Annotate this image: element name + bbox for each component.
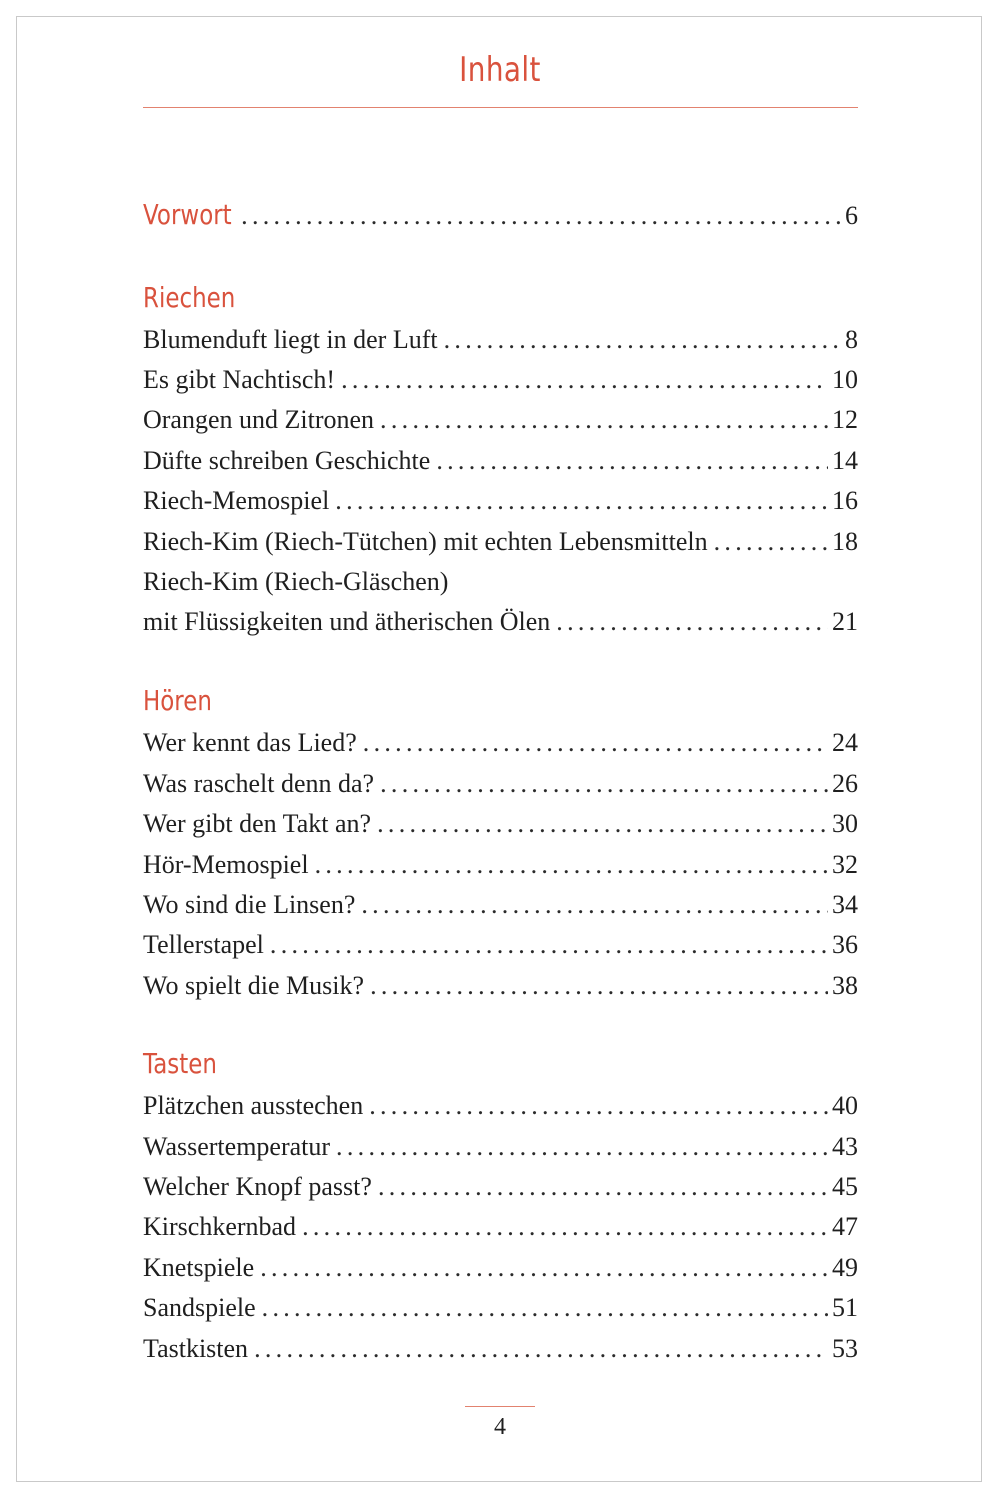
toc-entry-label: Tellerstapel: [143, 930, 264, 959]
toc-leader-dots: [341, 363, 828, 397]
toc-entry-label: Düfte schreiben Geschichte: [143, 446, 431, 475]
toc-entry-label: Wer gibt den Takt an?: [143, 809, 372, 838]
toc-entry-page: 38: [832, 971, 858, 1000]
toc-entry-page: 51: [832, 1293, 858, 1322]
toc-entry-label: mit Flüssigkeiten und ätherischen Ölen: [143, 607, 551, 636]
toc-leader-dots: [260, 1251, 828, 1285]
toc-entry[interactable]: [143, 1130, 858, 1164]
toc-leader-dots: [335, 484, 828, 518]
toc-leader-dots: [270, 928, 828, 962]
toc-entry[interactable]: [143, 767, 858, 801]
toc-entry-page: 10: [832, 365, 858, 394]
toc-leader-dots: [556, 605, 828, 639]
toc-leader-dots: [378, 1170, 828, 1204]
toc-entry-page: 53: [832, 1334, 858, 1363]
toc-leader-dots: [361, 888, 828, 922]
toc-entry-continuation[interactable]: [143, 605, 858, 639]
title-divider: [143, 107, 858, 108]
toc-entry-label: Riech-Kim (Riech-Gläschen): [143, 567, 449, 596]
toc-entry[interactable]: [143, 484, 858, 518]
toc-leader-dots: [315, 848, 828, 882]
toc-leader-dots: [363, 726, 828, 760]
toc-entry-page: 26: [832, 769, 858, 798]
toc-entry[interactable]: [143, 1251, 858, 1285]
toc-entry-page: 47: [832, 1212, 858, 1241]
toc-entry-page: 6: [845, 201, 858, 230]
toc-leader-dots: [380, 767, 828, 801]
toc-entry-label: Hör-Memospiel: [143, 850, 309, 879]
toc-entry-label: Sandspiele: [143, 1293, 256, 1322]
toc-entry-label: Plätzchen ausstechen: [143, 1091, 364, 1120]
toc-entry-first-line[interactable]: [143, 565, 858, 599]
toc-entry[interactable]: [143, 807, 858, 841]
toc-leader-dots: [336, 1130, 828, 1164]
toc-entry[interactable]: [143, 888, 858, 922]
toc-entry[interactable]: [143, 928, 858, 962]
toc-entry-label: Blumenduft liegt in der Luft: [143, 325, 438, 354]
toc-entry-page: 8: [845, 325, 858, 354]
toc-entry[interactable]: [143, 1210, 858, 1244]
toc-entry-page: 18: [832, 527, 858, 556]
toc-entry[interactable]: [143, 1332, 858, 1366]
toc-entry[interactable]: [143, 363, 858, 397]
toc-entry-page: 49: [832, 1253, 858, 1282]
footer-divider: [465, 1406, 535, 1407]
toc-leader-dots: [380, 403, 828, 437]
toc-entry[interactable]: [143, 1291, 858, 1325]
toc-entry-label: Welcher Knopf passt?: [143, 1172, 372, 1201]
toc-entry-label: Vorwort: [143, 198, 232, 231]
toc-entry[interactable]: [143, 403, 858, 437]
toc-entry-page: 32: [832, 850, 858, 879]
toc-entry-label: Wo sind die Linsen?: [143, 890, 356, 919]
toc-entry-label: Riech-Memospiel: [143, 486, 330, 515]
toc-leader-dots: [241, 199, 841, 233]
toc-entry-page: 30: [832, 809, 858, 838]
page-number: 4: [494, 1414, 506, 1440]
toc-entry-page: 45: [832, 1172, 858, 1201]
toc-entry-label: Es gibt Nachtisch!: [143, 365, 336, 394]
toc-entry[interactable]: [143, 323, 858, 357]
toc-entry[interactable]: [143, 1170, 858, 1204]
section-heading-hoeren: Hören: [143, 684, 212, 717]
toc-entry[interactable]: [143, 969, 858, 1003]
page-title: Inhalt: [459, 50, 541, 90]
toc-leader-dots: [444, 323, 841, 357]
toc-entry-page: 16: [832, 486, 858, 515]
toc-entry-label: Knetspiele: [143, 1253, 255, 1282]
toc-entry-page: 36: [832, 930, 858, 959]
toc-entry-page: 43: [832, 1132, 858, 1161]
toc-entry-page: 14: [832, 446, 858, 475]
toc-leader-dots: [377, 807, 828, 841]
toc-leader-dots: [436, 444, 828, 478]
toc-entry-label: Kirschkernbad: [143, 1212, 297, 1241]
toc-entry-label: Wassertemperatur: [143, 1132, 331, 1161]
toc-entry[interactable]: [143, 726, 858, 760]
toc-entry-label: Tastkisten: [143, 1334, 249, 1363]
toc-entry[interactable]: [143, 525, 858, 559]
toc-entry-label: Wer kennt das Lied?: [143, 728, 357, 757]
toc-entry-label: Was raschelt denn da?: [143, 769, 375, 798]
toc-leader-dots: [369, 1089, 828, 1123]
toc-entry[interactable]: [143, 848, 858, 882]
toc-entry[interactable]: [143, 1089, 858, 1123]
toc-entry-label: Orangen und Zitronen: [143, 405, 375, 434]
toc-entry-page: 34: [832, 890, 858, 919]
toc-entry-label: Wo spielt die Musik?: [143, 971, 365, 1000]
toc-leader-dots: [302, 1210, 828, 1244]
section-heading-riechen: Riechen: [143, 281, 236, 314]
toc-leader-dots: [254, 1332, 828, 1366]
section-heading-tasten: Tasten: [143, 1047, 217, 1080]
toc-leader-dots: [370, 969, 828, 1003]
toc-entry-page: 21: [832, 607, 858, 636]
toc-entry-page: 24: [832, 728, 858, 757]
toc-entry-page: 12: [832, 405, 858, 434]
toc-leader-dots: [714, 525, 828, 559]
toc-entry-page: 40: [832, 1091, 858, 1120]
toc-entry-vorwort[interactable]: [143, 198, 858, 233]
toc-entry-label: Riech-Kim (Riech-Tütchen) mit echten Lebensmitteln: [143, 527, 708, 556]
toc-entry[interactable]: [143, 444, 858, 478]
toc-leader-dots: [262, 1291, 828, 1325]
